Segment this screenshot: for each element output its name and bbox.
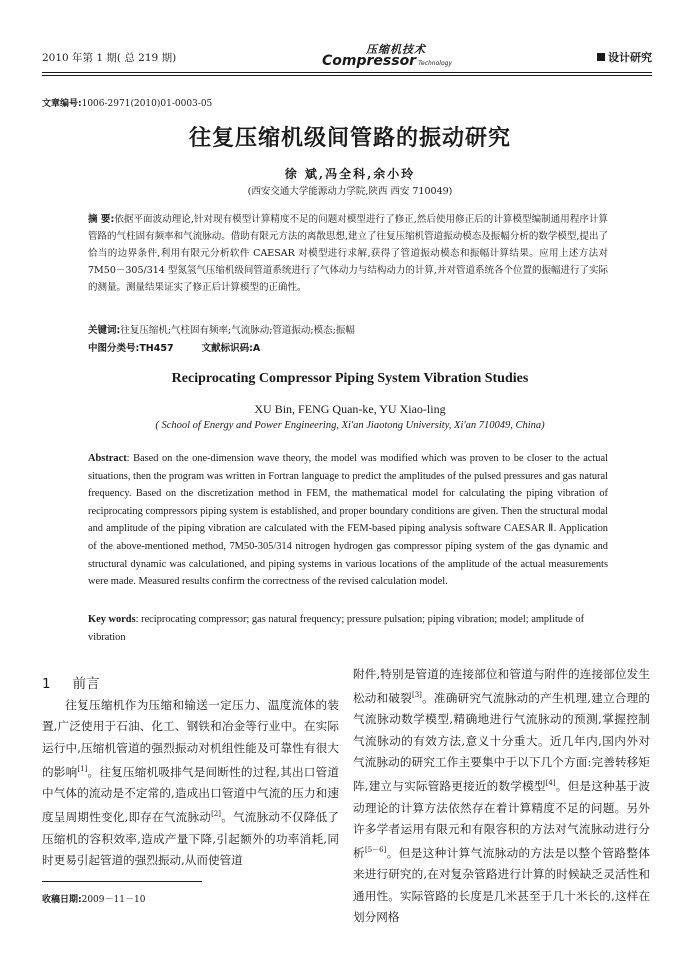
col1-text-1: 往复压缩机作为压缩和输送一定压力、温度流体的装置,广泛使用于石油、化工、钢铁和冶金等行业中。在实际运行中,压缩机管道的强烈振动对机组性能及可靠性有很大的影响 — [42, 698, 339, 779]
logo-compressor: Compressor — [322, 53, 417, 69]
received-value: 2009－11－10 — [81, 895, 146, 905]
col1-text-2: 。往复压缩机吸排气是间断性的过程,其出口管道中气体的流动是不定常的,造成出口管道中气流的压力和速度呈周期性变化,即存在气流脉动 — [42, 764, 339, 825]
section-text: 设计研究 — [608, 51, 652, 64]
col2-text-3: 。但是这种基于波动理论的计算方法依然存在着计算精度不足的问题。另外许多学者运用有限元和有限容积的方法对气流脉动进行分析 — [353, 779, 650, 860]
journal-logo — [322, 41, 452, 71]
keywords-en-label: Key words — [88, 614, 136, 625]
citation: [5－6] — [364, 846, 387, 855]
received-label: 收稿日期: — [42, 895, 82, 905]
article-number-label: 文章编号: — [42, 99, 82, 109]
keywords-cn-text: 往复压缩机;气柱固有频率;气流脉动;管道振动;模态;振幅 — [120, 325, 355, 336]
abstract-en — [88, 450, 608, 591]
affiliation: (西安交通大学能源动力学院,陕西 西安 710049) — [247, 186, 453, 197]
keywords-cn — [88, 322, 608, 336]
citation: [1] — [77, 764, 88, 773]
paper-title: 往复压缩机级间管路的振动研究 — [188, 125, 511, 151]
section-label — [597, 49, 652, 65]
col2-text-1: 附件,特别是管道的连接部位和管道与附件的连接部位发生松动和破裂 — [353, 667, 650, 706]
authors: 徐 斌,冯全科,余小玲 — [284, 167, 416, 181]
logo-subtitle — [322, 53, 452, 69]
body-column-left — [42, 695, 339, 871]
english-title: Reciprocating Compressor Piping System Vibration Studies — [171, 371, 529, 386]
keywords-en — [88, 611, 608, 646]
abstract-cn-label: 摘 要: — [88, 214, 115, 225]
citation: [4] — [545, 779, 556, 788]
english-authors: XU Bin, FENG Quan-ke, YU Xiao-ling — [254, 402, 446, 416]
citation: [3] — [412, 691, 422, 700]
square-icon — [597, 53, 605, 61]
abstract-cn-text: 依据平面波动理论,针对现有模型计算精度不足的问题对模型进行了修正,然后使用修正后的计算模型编制通用程序计算管路的气柱固有频率和气流脉动。借助有限元方法的离散思想,建立了往复压缩机管道振动模态及振幅分析的数学模型,提出了恰当的边界条件,利用有限元分析软件 CAESAR 对模型进行求解,获得了管道振动模态和振幅计算结果。应用上述方法对7M50－305/314 型氮氢气压缩机级间管道系统进行了气体动力与结构动力的计算,并对管道系统各个位置的振幅进行了实际的测量。测量结果证实了修正后计算模型的正确性。 — [88, 214, 609, 293]
logo-technology: Technology — [418, 60, 452, 67]
col2-text-2: 。准确研究气流脉动的产生机理,建立合理的气流脉动数学模型,精确地进行气流脉动的预测,掌握控制气流脉动的有效方法,意义十分重大。近几年内,国内外对气流脉动的研究工作主要集中于以下几个方面:完善转移矩阵,建立与实际管路更接近的数学模型 — [353, 691, 650, 794]
citation: [2] — [211, 810, 221, 819]
body-column-right — [353, 664, 650, 928]
logo-title: 压缩机技术 — [366, 43, 426, 56]
header-rule-thin — [42, 75, 652, 76]
article-number — [42, 96, 212, 109]
section-heading — [42, 672, 100, 692]
header-rule — [42, 72, 652, 73]
col2-text-4: 。但是这种计算气流脉动的方法是以整个管路整体来进行研究的,在对复杂管路进行计算的时候缺乏灵活性和通用性。实际管路的长度是几米甚至于几十米长的,这样在划分网格 — [353, 845, 650, 924]
footnote-rule — [42, 881, 202, 882]
clc-value: TH457 — [139, 343, 174, 354]
section-number: 1 — [42, 676, 51, 692]
doc-code-value: A — [252, 343, 261, 354]
col1-text-3: 。气流脉动不仅降低了压缩机的容积效率,造成产量下降,引起额外的功率消耗,同时更易引起管道的强烈振动,从而使管道 — [42, 810, 339, 867]
keywords-cn-label: 关键词: — [88, 325, 121, 336]
abstract-cn — [88, 212, 608, 297]
doc-code-label: 文献标识码: — [201, 343, 253, 354]
section-title: 前言 — [72, 676, 100, 692]
keywords-en-text: : reciprocating compressor; gas natural frequency; pressure pulsation; piping vibration; model; amplitude of vibration — [88, 614, 585, 643]
article-number-value: 1006-2971(2010)01-0003-05 — [81, 99, 213, 109]
classification — [88, 340, 260, 354]
abstract-en-label: Abstract — [88, 453, 127, 464]
issue-info: 2010 年第 1 期( 总 219 期) — [42, 52, 177, 64]
abstract-en-text: : Based on the one-dimension wave theory, the model was modified which was proven to be closer to the actual situations, then the program was written in Fortran language to predict the amplitudes of the pulsed pressures and gas natural frequency. Based on the discretization method in FEM, the mathematical model for calculating the piping vibration of reciprocating compressors piping system is established, and proper boundary conditions are given. Then the structural modal and amplitude of the piping vibration are calculated with the FEM-based piping analysis software CAESAR Ⅱ. Application of the above-mentioned method, 7M50-305/314 nitrogen hydrogen gas compressor piping system of the gas dynamic and structural dynamic was calculationed, and piping systems in various locations of the amplitude of the actual measurements were made. Measured results confirm the correctness of the revised calculation model. — [88, 453, 608, 588]
received-date — [42, 892, 145, 905]
english-affiliation: ( School of Energy and Power Engineering, Xi'an Jiaotong University, Xi'an 710049, China) — [155, 420, 545, 431]
clc-label: 中图分类号: — [88, 343, 140, 354]
